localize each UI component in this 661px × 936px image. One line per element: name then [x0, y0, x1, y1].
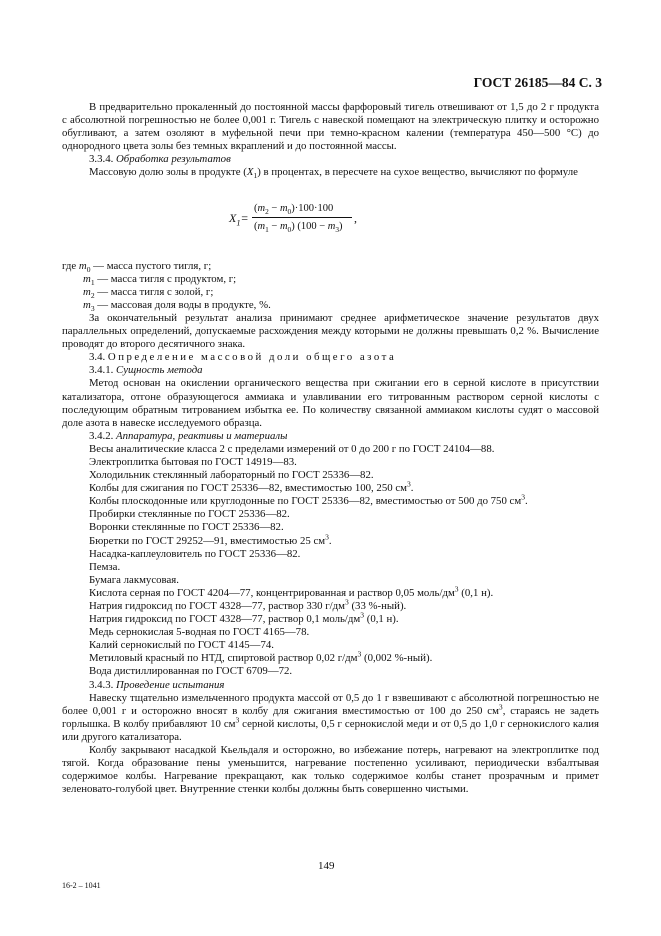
page-header: ГОСТ 26185—84 С. 3	[473, 75, 602, 90]
list-item: Холодильник стеклянный лабораторный по ГОСТ 25336—82.	[89, 469, 374, 482]
list-item: Воронки стеклянные по ГОСТ 25336—82.	[89, 521, 284, 534]
formula-numerator: $(m_2 - m_0)\cdot 100\cdot 100$	[254, 202, 334, 216]
equipment-list	[62, 443, 599, 679]
formula-lhs: $X_1=$	[229, 210, 249, 227]
paragraph: В предварительно прокаленный до постоянной массы фарфоровый тигель отвешивают от 1,5 до 2 г продукта с абсолютной погрешностью не более 0,001 г. Тигель с навеской помещают на электрическую плитку и осторожно обугливают, а затем озоляют в муфельной печи при темно-красном калении (температура 450—500 °С) до однородного цвета золы без темных вкраплений и до постоянной массы.	[62, 101, 599, 153]
variable-item: $m_1$ — масса тигля с продуктом, г;	[83, 272, 237, 287]
paragraph: Колбу закрывают насадкой Кьельдаля и осторожно, во избежание потерь, нагревают на электроплитке под тягой. Когда образование пены уменьшится, нагревание постепенно усиливают, периодически взбалтывая содержимое колбы. Нагревание прекращают, как только содержимое колбы станет прозрачным и примет зеленовато-голубой цвет. Внутренние стенки колбы должны быть совершенно чистыми.	[62, 744, 599, 796]
page-number: 149	[318, 860, 335, 872]
list-item: Кислота серная по ГОСТ 4204—77, концентрированная и раствор 0,05 моль/$дм^3$ (0,1 н).	[89, 584, 494, 599]
list-item: Медь сернокислая 5-водная по ГОСТ 4165—78.	[89, 626, 310, 639]
list-item: Метиловый красный по НТД, спиртовой раствор 0,02 $г/дм^3$ (0,002 %-ный).	[89, 649, 433, 665]
list-item: Натрия гидроксид по ГОСТ 4328—77, раствор 330 $г/дм^3$ (33 %-ный).	[89, 597, 407, 612]
variable-item: где $m_0$ — масса пустого тигля, г;	[62, 259, 212, 274]
section-heading: 3.4. Определение массовой доли общего азота	[89, 351, 397, 364]
list-item: Электроплитка бытовая по ГОСТ 14919—83.	[89, 455, 297, 468]
ash-formula: $X_1=$ $(m_2 - m_0)\cdot 100\cdot 100$ $(m_1 - m_0) (100 - m_3)$ ,	[229, 202, 357, 234]
list-item: Колбы для сжигания по ГОСТ 25336—82, вместимостью 100, 250 $см^3$.	[89, 479, 414, 495]
list-item: Пемза.	[89, 560, 121, 573]
paragraph: Массовую долю золы в продукте $(X_1)$ в процентах, в пересчете на сухое вещество, вычисляют по формуле	[89, 166, 578, 181]
section-heading: 3.4.2. Аппаратура, реактивы и материалы	[89, 429, 288, 442]
list-item: Пробирки стеклянные по ГОСТ 25336—82.	[89, 508, 290, 521]
section-heading: 3.4.3. Проведение испытания	[89, 678, 225, 691]
variable-definitions	[62, 260, 599, 312]
list-item: Вода дистиллированная по ГОСТ 6709—72.	[89, 665, 293, 678]
page-content	[62, 101, 599, 796]
fraction-bar	[252, 217, 352, 218]
variable-item: $m_2$ — масса тигля с золой, г;	[83, 285, 214, 300]
list-item: Насадка-каплеуловитель по ГОСТ 25336—82.	[89, 547, 301, 560]
paragraph: Метод основан на окислении органического вещества при сжигании его в серной кислоте в присутствии катализатора, отгоне образующегося аммиака и улавливании его титрованным раствором серной кислоты с последующим обратным титрованием избытка ее. По количеству связанной аммиаком кислоты судят о массовой доле азота в навеске исследуемого образца.	[62, 377, 599, 429]
section-heading: 3.4.1. Сущность метода	[89, 364, 203, 377]
print-code: 16-2 – 1041	[62, 881, 101, 890]
list-item: Весы аналитические класса 2 с пределами измерений от 0 до 200 г по ГОСТ 24104—88.	[89, 442, 495, 455]
paragraph: За окончательный результат анализа принимают среднее арифметическое значение результатов двух параллельных определений, допускаемые расхождения между которыми не должны превышать 0,2 %. Вычисление проводят до второго десятичного знака.	[62, 311, 599, 351]
list-item: Калий сернокислый по ГОСТ 4145—74.	[89, 639, 274, 652]
variable-item: $m_3$ — массовая доля воды в продукте, %.	[83, 298, 271, 313]
section-heading: 3.3.4. Обработка результатов	[89, 153, 231, 166]
list-item: Натрия гидроксид по ГОСТ 4328—77, раствор 0,1 моль/$дм^3$ (0,1 н).	[89, 610, 399, 626]
list-item: Колбы плоскодонные или круглодонные по ГОСТ 25336—82, вместимостью от 500 до 750 $см^3$.	[89, 492, 528, 508]
list-item: Бюретки по ГОСТ 29252—91, вместимостью 25 $см^3$.	[89, 531, 332, 547]
list-item: Бумага лакмусовая.	[89, 573, 179, 586]
formula-denominator: $(m_1 - m_0) (100 - m_3)$	[254, 220, 343, 234]
paragraph: Навеску тщательно измельченного продукта массой от 0,5 до 1 г взвешивают с абсолютной погрешностью не более 0,001 г и осторожно вносят в колбу для сжигания вместимостью от 100 до 250 $см^3$, стараясь не задеть горлышка. В колбу прибавляют 10 $см^3$ серной кислоты, 0,5 г сернокислой меди и от 0,5 до 1,0 г сернокислого калия или другого катализатора.	[62, 691, 599, 743]
